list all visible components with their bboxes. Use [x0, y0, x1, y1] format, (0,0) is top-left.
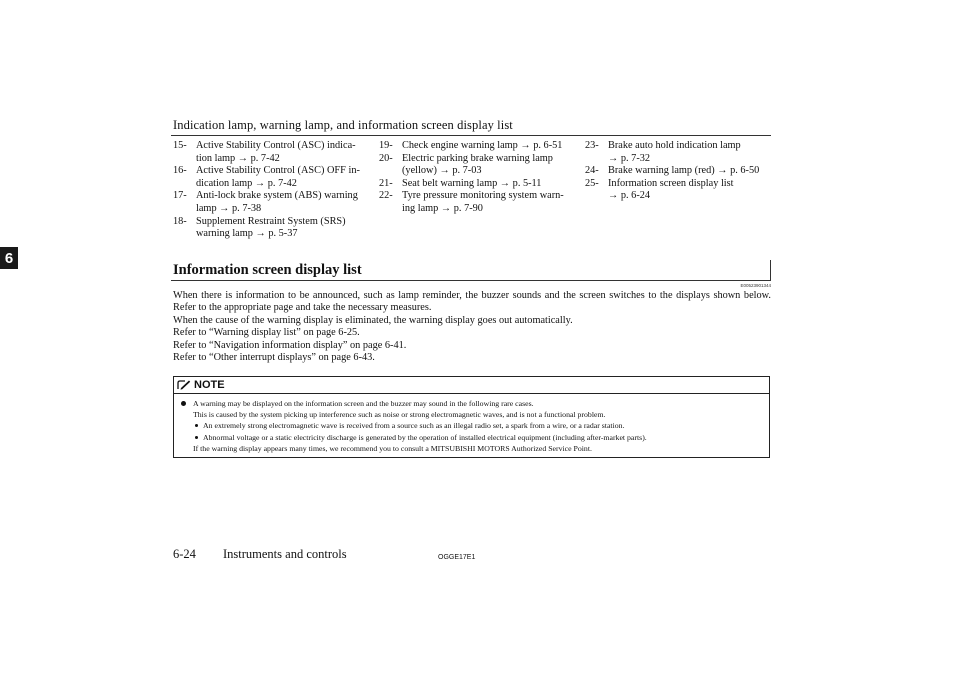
note-sub-item [193, 432, 763, 443]
sub-bullet-icon [195, 424, 198, 427]
item-number: 17- [173, 190, 187, 202]
item-text: Brake warning lamp (red) → p. 6-50 [608, 165, 760, 177]
item-number: 25- [585, 177, 599, 189]
note-pencil-icon [177, 379, 191, 391]
list-item [173, 140, 368, 165]
item-text-cont: lamp → p. 7-38 [196, 202, 262, 214]
item-text-cont: warning lamp → p. 5-37 [196, 228, 298, 240]
item-text: Electric parking brake warning lamp [402, 152, 553, 164]
item-text: Anti-lock brake system (ABS) warning [196, 190, 358, 202]
item-text-cont: dication lamp → p. 7-42 [196, 177, 297, 189]
sub-bullet-icon [195, 436, 198, 439]
item-number: 15- [173, 140, 187, 151]
item-text: Information screen display list [608, 177, 734, 189]
list-item [379, 178, 574, 191]
section-title: Information screen display list [173, 262, 362, 278]
item-text: Supplement Restraint System (SRS) [196, 215, 346, 227]
body-paragraph: Refer to the appropriate page and take the necessary measures. [173, 302, 432, 314]
list-item [585, 165, 775, 178]
note-sub-item [193, 420, 763, 431]
item-number: 18- [173, 215, 187, 227]
item-number: 21- [379, 177, 393, 189]
item-text: Check engine warning lamp → p. 6-51 [402, 140, 563, 151]
list-item [379, 190, 574, 215]
item-text: Brake auto hold indication lamp [608, 140, 741, 151]
item-number: 20- [379, 152, 393, 164]
item-text-cont: ing lamp → p. 7-90 [402, 202, 483, 214]
section-rule [171, 280, 771, 281]
list-item [173, 190, 368, 215]
body-paragraph: Refer to “Other interrupt displays” on page 6-43. [173, 352, 375, 364]
item-number: 19- [379, 140, 393, 151]
chapter-tab: 6 [0, 247, 18, 269]
lamp-list-column-2 [379, 140, 574, 216]
item-text: Seat belt warning lamp → p. 5-11 [402, 177, 542, 189]
page-number: 6-24 [173, 547, 196, 561]
running-header: Indication lamp, warning lamp, and information screen display list [173, 118, 513, 132]
lamp-list-column-3 [585, 140, 775, 203]
body-paragraph: Refer to “Navigation information display” on page 6-41. [173, 339, 407, 351]
item-number: 23- [585, 140, 599, 151]
item-text-cont: → p. 7-32 [608, 152, 651, 164]
body-paragraph: Refer to “Warning display list” on page 6-25. [173, 327, 360, 339]
item-text: Tyre pressure monitoring system warn- [402, 190, 564, 202]
note-sub-text: An extremely strong electromagnetic wave is received from a source such as an illegal radio set, a spark from a wire, or a radar station. [203, 421, 625, 431]
note-label: NOTE [194, 379, 225, 391]
section-rule-end [770, 260, 771, 281]
list-item [585, 140, 775, 165]
body-paragraph: When there is information to be announced, such as lamp reminder, the buzzer sounds and the screen switches to the displays shown below. [173, 290, 771, 301]
item-number: 24- [585, 165, 599, 177]
note-text: A warning may be displayed on the information screen and the buzzer may sound in the following rare cases. [193, 399, 534, 408]
item-text-cont: tion lamp → p. 7-42 [196, 152, 280, 164]
list-item [585, 178, 775, 203]
list-item [173, 165, 368, 190]
note-header [174, 377, 769, 394]
item-text-cont: (yellow) → p. 7-03 [402, 165, 482, 177]
footer-document-code: OGGE17E1 [438, 554, 476, 561]
item-number: 22- [379, 190, 393, 202]
bullet-icon [181, 401, 186, 406]
note-content [174, 394, 769, 454]
list-item [379, 140, 574, 153]
note-box [173, 376, 770, 458]
note-text: If the warning display appears many times, we recommend you to consult a MITSUBISHI MOTORS Authorized Service Point. [193, 443, 592, 453]
list-item [173, 216, 368, 241]
item-text: Active Stability Control (ASC) indica- [196, 140, 356, 151]
header-rule [171, 135, 771, 136]
footer-section-name: Instruments and controls [223, 547, 347, 561]
item-text-cont: → p. 6-24 [608, 190, 651, 202]
note-text: This is caused by the system picking up interference such as noise or strong electromagnetic waves, and is not a functional problem. [193, 410, 606, 420]
body-paragraph: When the cause of the warning display is eliminated, the warning display goes out automatically. [173, 314, 573, 326]
lamp-list-column-1 [173, 140, 368, 241]
section-body [173, 290, 771, 364]
note-sub-text: Abnormal voltage or a static electricity discharge is generated by the operation of installed electrical equipment (including after-market parts). [203, 432, 647, 442]
document-code: E00523901344 [740, 283, 771, 288]
item-number: 16- [173, 165, 187, 177]
list-item [379, 153, 574, 178]
item-text: Active Stability Control (ASC) OFF in- [196, 165, 360, 177]
